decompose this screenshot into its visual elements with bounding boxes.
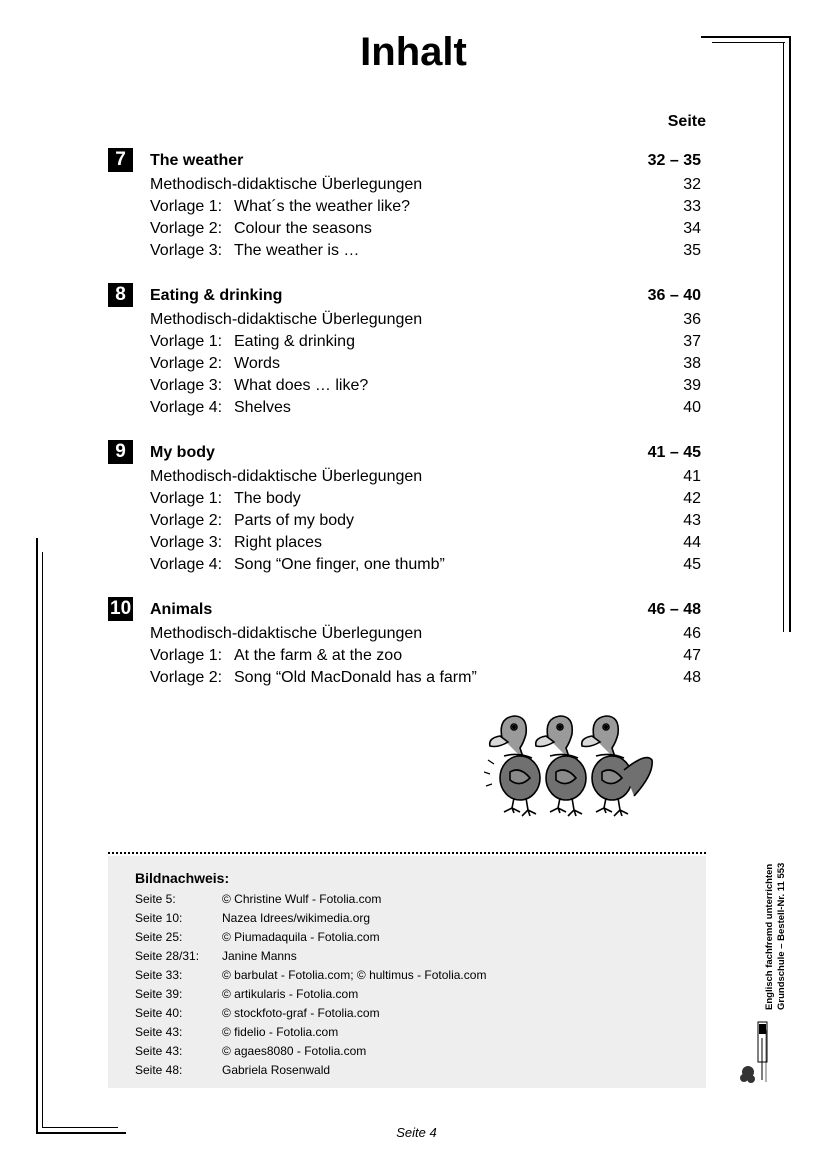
credit-page: Seite 43: — [135, 1044, 183, 1058]
entry-prefix: Vorlage 2: — [150, 220, 223, 237]
section-page-range: 36 – 40 — [647, 287, 701, 304]
entry-page: 43 — [683, 512, 701, 529]
image-credits-box — [108, 856, 706, 1088]
toc-entry — [108, 466, 701, 488]
entry-title: The weather is … — [234, 242, 360, 259]
credit-source: © agaes8080 - Fotolia.com — [222, 1044, 367, 1058]
credit-source: Gabriela Rosenwald — [222, 1063, 331, 1077]
entry-title: Eating & drinking — [234, 333, 355, 350]
section-header — [108, 440, 701, 466]
credit-item — [135, 928, 486, 947]
section-number: 7 — [108, 148, 133, 172]
toc-section — [108, 440, 701, 576]
credit-item — [135, 1061, 486, 1080]
credit-item — [135, 1023, 486, 1042]
credit-item — [135, 1004, 486, 1023]
credits-heading: Bildnachweis: — [135, 870, 230, 886]
credit-item — [135, 1042, 486, 1061]
credit-page: Seite 48: — [135, 1063, 183, 1077]
entry-prefix: Vorlage 1: — [150, 490, 223, 507]
section-header — [108, 148, 701, 174]
toc-entry — [108, 331, 701, 353]
entry-title: Shelves — [234, 399, 291, 416]
entry-page: 48 — [683, 669, 701, 686]
credit-page: Seite 43: — [135, 1025, 183, 1039]
entry-title: Words — [234, 355, 280, 372]
entry-page: 40 — [683, 399, 701, 416]
entry-title: Methodisch-didaktische Überlegungen — [150, 625, 423, 642]
toc-entry — [108, 667, 701, 689]
toc-entry — [108, 645, 701, 667]
publisher-logo — [740, 1020, 770, 1086]
toc-entry — [108, 488, 701, 510]
entry-page: 32 — [683, 176, 701, 193]
frame-line-left-outer — [36, 538, 38, 1134]
entry-page: 41 — [683, 468, 701, 485]
publication-order-number: Grundschule – Bestell-Nr. 11 553 — [776, 862, 787, 1010]
credit-source: © fidelio - Fotolia.com — [222, 1025, 339, 1039]
frame-line-right-inner — [783, 42, 784, 632]
credit-source: © Piumadaquila - Fotolia.com — [222, 930, 380, 944]
entry-prefix: Vorlage 1: — [150, 198, 223, 215]
credit-source: © Christine Wulf - Fotolia.com — [222, 892, 382, 906]
entry-prefix: Vorlage 3: — [150, 377, 223, 394]
entry-title: At the farm & at the zoo — [234, 647, 403, 664]
page-number: Seite 4 — [396, 1125, 437, 1140]
credit-item — [135, 909, 486, 928]
section-title: The weather — [150, 152, 244, 169]
entry-title: What´s the weather like? — [234, 198, 411, 215]
toc-entry — [108, 532, 701, 554]
entry-prefix: Vorlage 3: — [150, 534, 223, 551]
credit-page: Seite 40: — [135, 1006, 183, 1020]
entry-prefix: Vorlage 4: — [150, 556, 223, 573]
credit-source: © barbulat - Fotolia.com; © hultimus - Fotolia.com — [222, 968, 487, 982]
credit-page: Seite 10: — [135, 911, 183, 925]
section-header — [108, 283, 701, 309]
entry-title: What does … like? — [234, 377, 369, 394]
section-page-range: 41 – 45 — [647, 444, 701, 461]
section-page-range: 32 – 35 — [647, 152, 701, 169]
toc-entry — [108, 309, 701, 331]
section-number: 8 — [108, 283, 133, 307]
credits-list — [135, 890, 486, 1080]
credit-page: Seite 39: — [135, 987, 183, 1001]
entry-title: Methodisch-didaktische Überlegungen — [150, 311, 423, 328]
entry-title: The body — [234, 490, 301, 507]
section-header — [108, 597, 701, 623]
toc-section — [108, 597, 701, 689]
entry-page: 35 — [683, 242, 701, 259]
entry-title: Parts of my body — [234, 512, 355, 529]
credit-source: Nazea Idrees/wikimedia.org — [222, 911, 371, 925]
entry-title: Colour the seasons — [234, 220, 372, 237]
entry-page: 36 — [683, 311, 701, 328]
publication-info — [764, 863, 788, 1010]
entry-page: 46 — [683, 625, 701, 642]
page-column-heading: Seite — [667, 113, 706, 130]
credit-page: Seite 25: — [135, 930, 183, 944]
entry-title: Song “One finger, one thumb” — [234, 556, 445, 573]
toc-entry — [108, 510, 701, 532]
credit-item — [135, 947, 486, 966]
toc-entry — [108, 218, 701, 240]
section-title: My body — [150, 444, 215, 461]
entry-page: 34 — [683, 220, 701, 237]
ducks-illustration — [484, 708, 664, 826]
toc-entry — [108, 174, 701, 196]
entry-prefix: Vorlage 2: — [150, 355, 223, 372]
credit-source: © artikularis - Fotolia.com — [222, 987, 359, 1001]
entry-page: 33 — [683, 198, 701, 215]
page-title: Inhalt — [360, 30, 467, 74]
toc-section — [108, 283, 701, 419]
credit-page: Seite 33: — [135, 968, 183, 982]
section-title: Animals — [150, 601, 213, 618]
entry-page: 45 — [683, 556, 701, 573]
credit-source: Janine Manns — [222, 949, 297, 963]
entry-prefix: Vorlage 2: — [150, 669, 223, 686]
entry-title: Methodisch-didaktische Überlegungen — [150, 468, 423, 485]
entry-prefix: Vorlage 1: — [150, 647, 223, 664]
entry-prefix: Vorlage 1: — [150, 333, 223, 350]
toc-entry — [108, 240, 701, 262]
frame-line-right-outer — [789, 36, 791, 632]
toc-entry — [108, 554, 701, 576]
entry-page: 47 — [683, 647, 701, 664]
credit-page: Seite 5: — [135, 892, 176, 906]
toc-entry — [108, 196, 701, 218]
toc-section — [108, 148, 701, 262]
entry-title: Right places — [234, 534, 323, 551]
entry-page: 44 — [683, 534, 701, 551]
entry-page: 37 — [683, 333, 701, 350]
entry-title: Methodisch-didaktische Überlegungen — [150, 176, 423, 193]
credit-item — [135, 890, 486, 909]
credit-item — [135, 966, 486, 985]
credit-item — [135, 985, 486, 1004]
entry-prefix: Vorlage 3: — [150, 242, 223, 259]
toc-entry — [108, 375, 701, 397]
section-number: 9 — [108, 440, 133, 464]
toc-entry — [108, 353, 701, 375]
entry-title: Song “Old MacDonald has a farm” — [234, 669, 477, 686]
publication-title: Englisch fachfremd unterrichten — [764, 863, 775, 1010]
credit-source: © stockfoto-graf - Fotolia.com — [222, 1006, 380, 1020]
entry-page: 42 — [683, 490, 701, 507]
entry-page: 39 — [683, 377, 701, 394]
frame-line-left-inner — [42, 552, 43, 1128]
credits-divider — [108, 852, 706, 854]
section-number: 10 — [110, 598, 132, 619]
credit-page: Seite 28/31: — [135, 949, 200, 963]
entry-prefix: Vorlage 2: — [150, 512, 223, 529]
entry-page: 38 — [683, 355, 701, 372]
entry-prefix: Vorlage 4: — [150, 399, 223, 416]
section-page-range: 46 – 48 — [647, 601, 701, 618]
toc-entry — [108, 397, 701, 419]
section-title: Eating & drinking — [150, 287, 283, 304]
toc-entry — [108, 623, 701, 645]
table-of-contents — [108, 148, 701, 710]
